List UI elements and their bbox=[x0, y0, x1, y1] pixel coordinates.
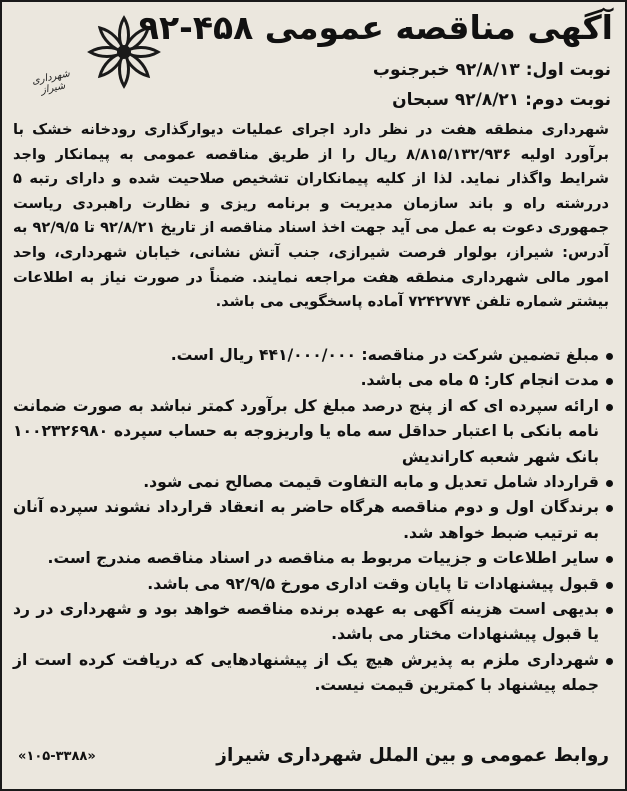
conditions-list bbox=[13, 343, 613, 699]
list-item: مبلغ تضمین شرکت در مناقصه: ۴۴۱/۰۰۰/۰۰۰ ریال است. bbox=[13, 343, 613, 368]
list-item: ارائه سپرده ای که از پنج درصد مبلغ کل برآورد کمتر نباشد به صورت ضمانت نامه بانکی با اعتبار حداقل سه ماه یا واریزوجه به حساب سپرده ۱۰۰۲۳۲۶۹۸۰ بانک شهر شعبه کاراندیش bbox=[13, 394, 613, 470]
list-item: مدت انجام کار: ۵ ماه می باشد. bbox=[13, 368, 613, 393]
list-item: سایر اطلاعات و جزییات مربوط به مناقصه در اسناد مناقصه مندرج است. bbox=[13, 546, 613, 571]
emblem-caption: شهرداری شیراز bbox=[30, 68, 71, 97]
list-item: شهرداری ملزم به پذیرش هیچ یک از پیشنهادهایی که دریافت کرده است از جمله پیشنهاد با کمترین قیمت نیست. bbox=[13, 648, 613, 699]
list-item: قبول پیشنهادات تا پایان وقت اداری مورخ ۹۲/۹/۵ می باشد. bbox=[13, 572, 613, 597]
list-item: برندگان اول و دوم مناقصه هرگاه حاضر به انعقاد قرارداد نشوند سپرده آنان به ترتیب ضبط خواهد شد. bbox=[13, 495, 613, 546]
signature: روابط عمومی و بین الملل شهرداری شیراز bbox=[216, 745, 609, 766]
first-notice: نوبت اول: ۹۲/۸/۱۳ خبرجنوب bbox=[372, 60, 611, 80]
ad-code: «۱۰۵-۳۳۸۸» bbox=[18, 749, 96, 764]
list-item: بدیهی است هزینه آگهی به عهده برنده مناقصه خواهد بود و شهرداری در رد یا قبول پیشنهادات مختار می باشد. bbox=[13, 597, 613, 648]
list-item: قرارداد شامل تعدیل و مابه التفاوت قیمت مصالح نمی شود. bbox=[13, 470, 613, 495]
intro-paragraph: شهرداری منطقه هفت در نظر دارد اجرای عملیات دیوارگذاری رودخانه خشک با برآورد اولیه ۸/۸۱۵/۱۳۲/۹۳۶ ریال را از طریق مناقصه عمومی به پیمانکار واجد شرایط واگذار نماید. لذا از کلیه پیمانکاران تشخیص صلاحیت شده و دارای رتبه ۵ دررشته راه و باند سازمان مدیریت و برنامه ریزی و نظارت راهبردی ریاست جمهوری دعوت به عمل می آید جهت اخذ اسناد مناقصه از تاریخ ۹۲/۸/۲۱ تا ۹۲/۹/۵ به آدرس: شیراز، بولوار فرصت شیرازی، جنب آتش نشانی، خیابان شهرداری، واحد امور مالی شهرداری منطقه هفت مراجعه نمایند. ضمناً در صورت نیاز به اطلاعات بیشتر شماره تلفن ۷۲۴۲۷۷۴ آماده پاسخگویی می باشد. bbox=[13, 121, 609, 311]
second-notice: نوبت دوم: ۹۲/۸/۲۱ سبحان bbox=[392, 90, 611, 110]
page-title: آگهی مناقصه عمومی ۴۵۸-۹۲ bbox=[138, 8, 613, 47]
